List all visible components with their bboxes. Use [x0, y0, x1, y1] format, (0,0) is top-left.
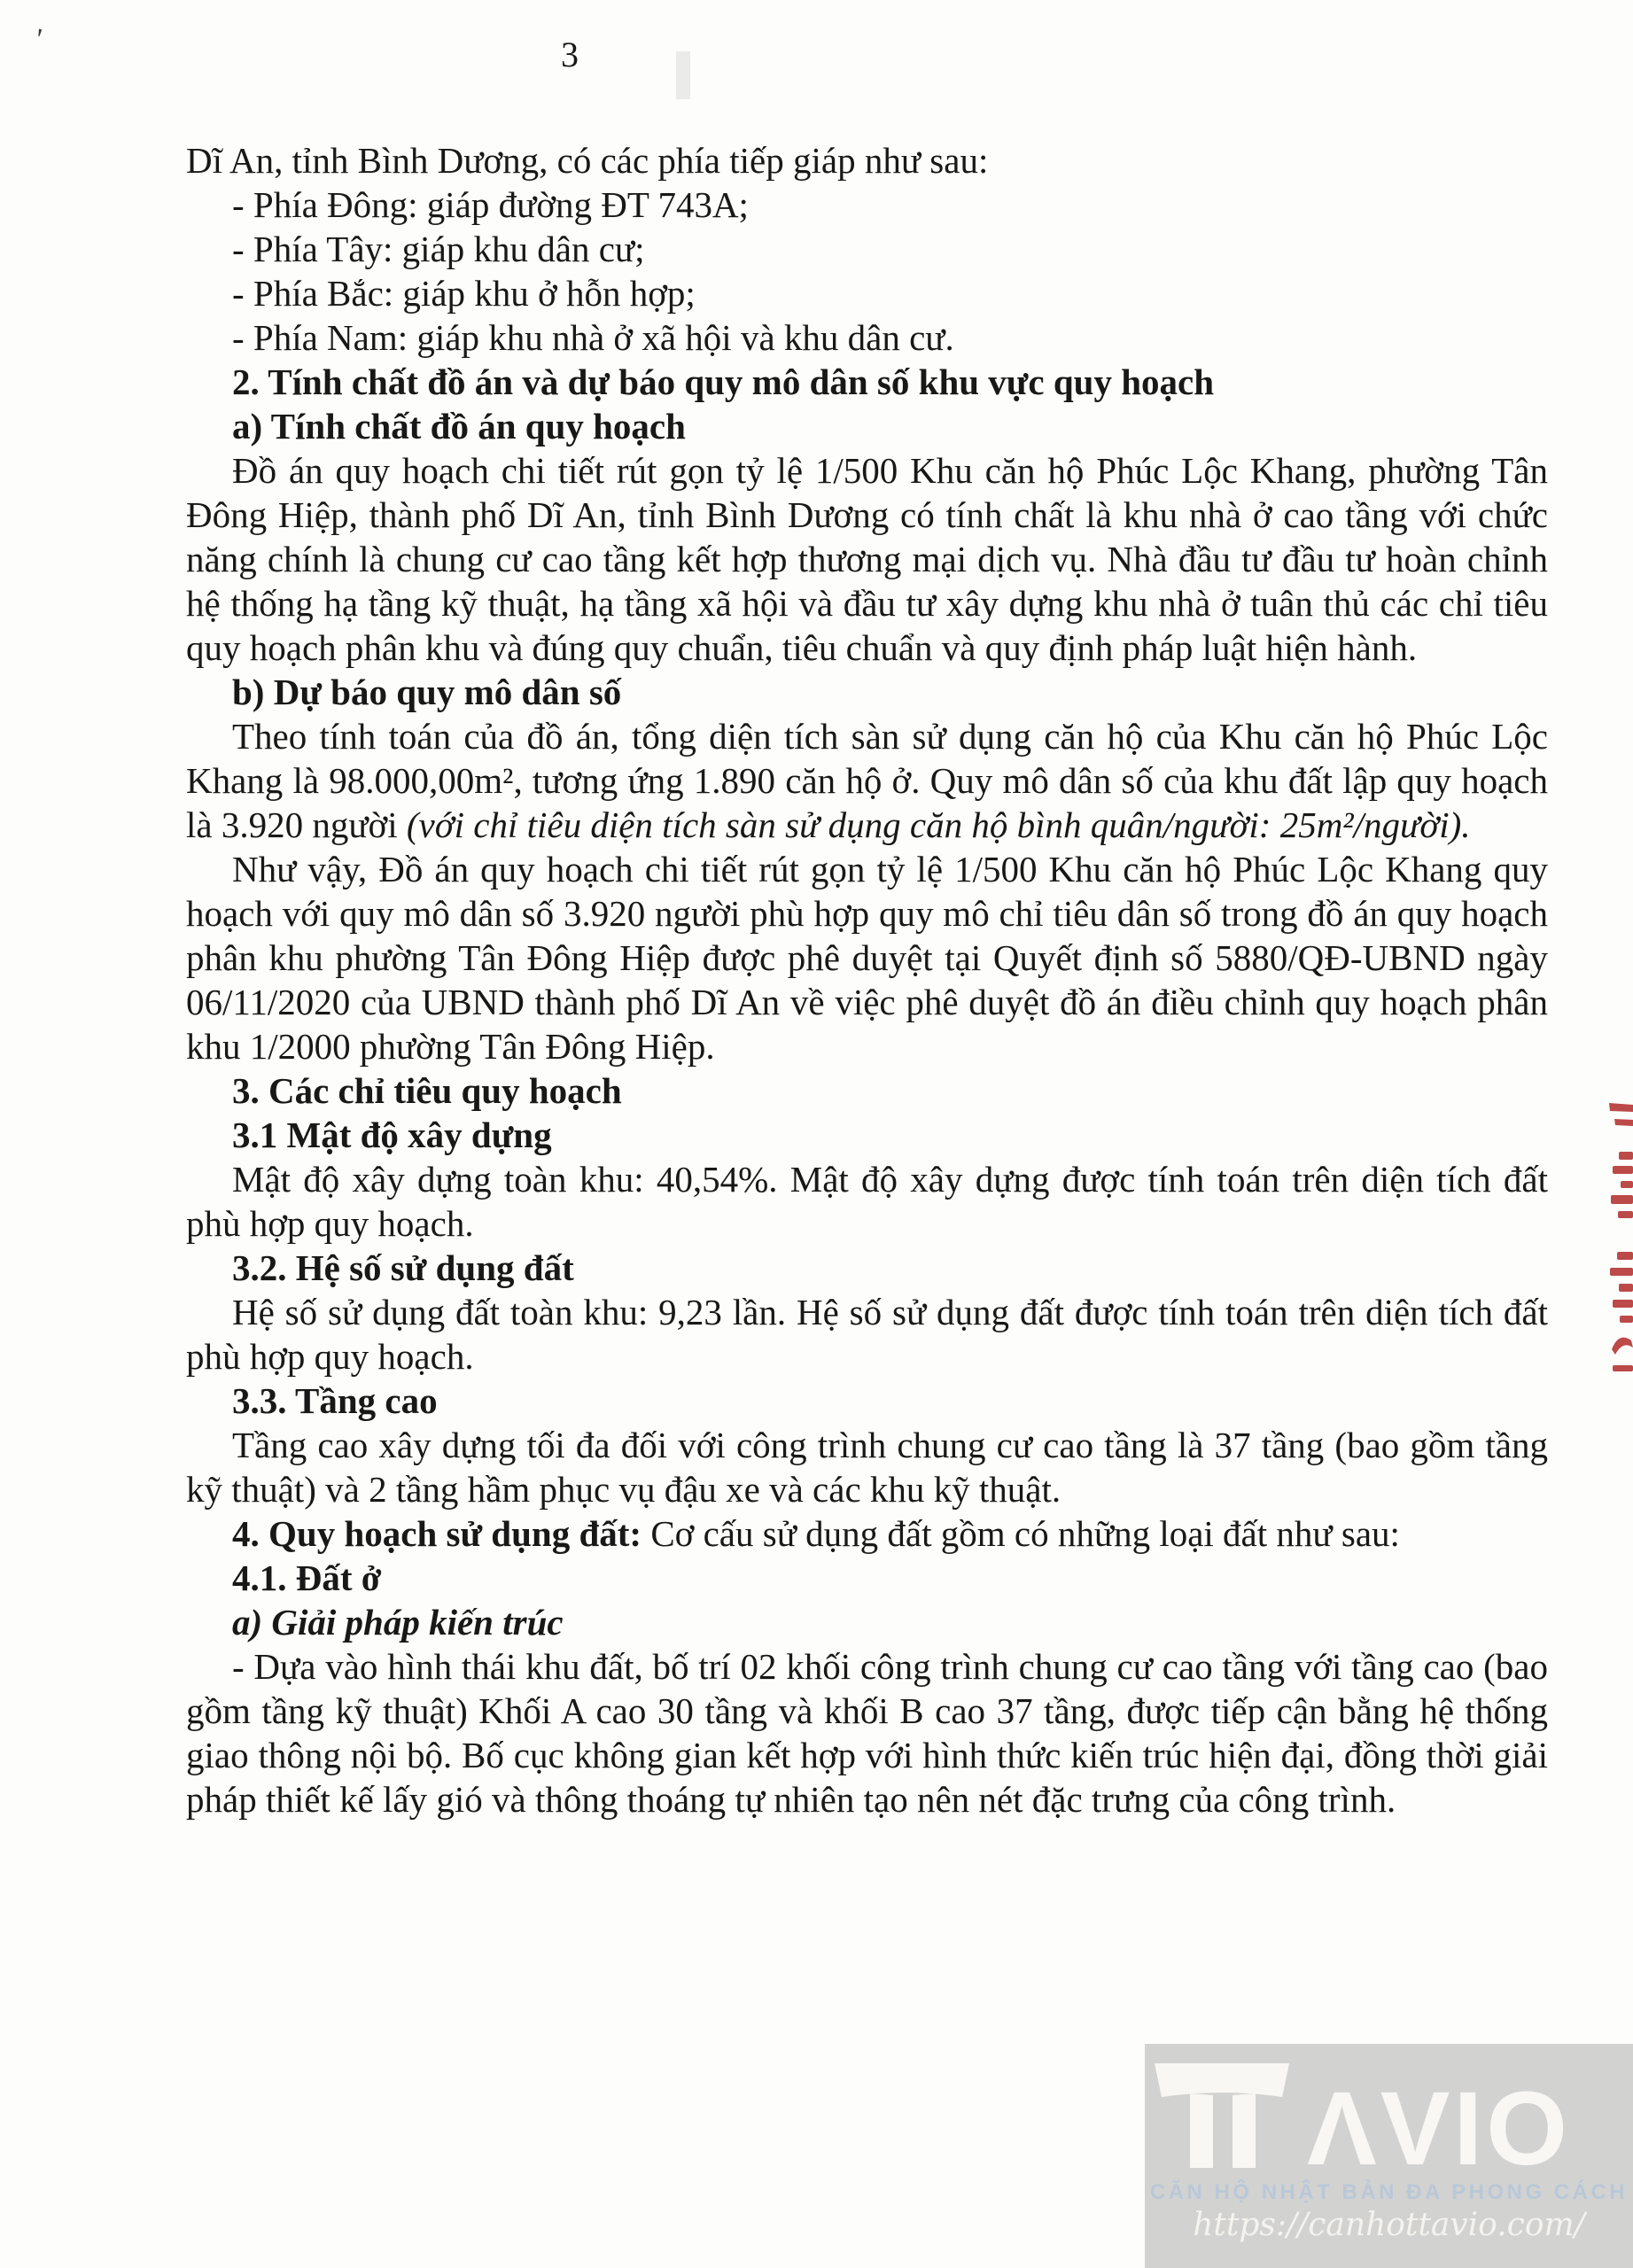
intro-line: Dĩ An, tỉnh Bình Dương, có các phía tiếp giáp như sau:	[186, 140, 989, 181]
section-2a-heading: a) Tính chất đồ án quy hoạch	[232, 406, 686, 447]
population-text-italic: (với chỉ tiêu diện tích sàn sử dụng căn hộ bình quân/người: 25m²/người).	[406, 804, 1471, 845]
boundary-item-east: - Phía Đông: giáp đường ĐT 743A;	[232, 184, 749, 225]
section-4-heading-bold: 4. Quy hoạch sử dụng đất:	[232, 1513, 642, 1554]
boundary-item-west: - Phía Tây: giáp khu dân cư;	[232, 229, 645, 269]
section-41a-heading: a) Giải pháp kiến trúc	[232, 1602, 564, 1643]
logo-letters: ΛVIO	[1306, 2070, 1571, 2168]
section-2b-paragraph-2: Như vậy, Đồ án quy hoạch chi tiết rút gọn tỷ lệ 1/500 Khu căn hộ Phúc Lộc Khang quy hoạch với quy mô dân số 3.920 người phù hợp quy mô chỉ tiêu dân số trong đồ án quy hoạch phân khu phường Tân Đông Hiệp được phê duyệt tại Quyết định số 5880/QĐ-UBND ngày 06/11/2020 của UBND thành phố Dĩ An về việc phê duyệt đồ án điều chỉnh quy hoạch phân khu 1/2000 phường Tân Đông Hiệp.	[186, 849, 1548, 1067]
document-text-body	[186, 138, 1548, 1821]
scan-artifact-mark: '	[32, 22, 45, 57]
section-31-paragraph: Mật độ xây dựng toàn khu: 40,54%. Mật độ xây dựng được tính toán trên diện tích đất phù hợp quy hoạch.	[186, 1159, 1548, 1244]
watermark-logo	[1155, 2060, 1624, 2168]
section-32-heading: 3.2. Hệ số sử dụng đất	[232, 1247, 574, 1288]
section-41a-paragraph: - Dựa vào hình thái khu đất, bố trí 02 khối công trình chung cư cao tầng với tầng cao (bao gồm tầng kỹ thuật) Khối A cao 30 tầng và khối B cao 37 tầng, được tiếp cận bằng hệ thống giao thông nội bộ. Bố cục không gian kết hợp với hình thức kiến trúc hiện đại, đồng thời giải pháp thiết kế lấy gió và thông thoáng tự nhiên tạo nên nét đặc trưng của công trình.	[186, 1646, 1548, 1820]
section-2a-paragraph: Đồ án quy hoạch chi tiết rút gọn tỷ lệ 1/500 Khu căn hộ Phúc Lộc Khang, phường Tân Đông Hiệp, thành phố Dĩ An, tỉnh Bình Dương có tính chất là khu nhà ở cao tầng với chức năng chính là chung cư cao tầng kết hợp thương mại dịch vụ. Nhà đầu tư đầu tư hoàn chỉnh hệ thống hạ tầng kỹ thuật, hạ tầng xã hội và đầu tư xây dựng khu nhà ở tuân thủ các chỉ tiêu quy hoạch phân khu và đúng quy chuẩn, tiêu chuẩn và quy định pháp luật hiện hành.	[186, 450, 1548, 668]
scan-smudge	[676, 51, 690, 99]
section-31-heading: 3.1 Mật độ xây dựng	[232, 1115, 552, 1155]
section-41-heading: 4.1. Đất ở	[232, 1557, 382, 1598]
section-32-paragraph: Hệ số sử dụng đất toàn khu: 9,23 lần. Hệ số sử dụng đất được tính toán trên diện tích đất phù hợp quy hoạch.	[186, 1292, 1548, 1377]
watermark-url: https://canhottavio.com/	[1193, 2207, 1585, 2243]
population-text-regular: Theo tính toán của đồ án, tổng diện tích sàn sử dụng căn hộ của Khu căn hộ Phúc Lộc Khang là 98.000,00m², tương ứng 1.890 căn hộ ở. Quy mô dân số của khu đất lập quy hoạch là 3.920 người	[186, 716, 1548, 845]
stamp-fragment-icon	[1606, 1103, 1633, 1386]
watermark-box	[1145, 2044, 1633, 2268]
boundary-item-south: - Phía Nam: giáp khu nhà ở xã hội và khu dân cư.	[232, 317, 954, 358]
page-number: 3	[561, 35, 579, 74]
section-2-heading: 2. Tính chất đồ án và dự báo quy mô dân số khu vực quy hoạch	[232, 361, 1215, 402]
section-33-paragraph: Tầng cao xây dựng tối đa đối với công trình chung cư cao tầng là 37 tầng (bao gồm tầng kỹ thuật) và 2 tầng hầm phục vụ đậu xe và các khu kỹ thuật.	[186, 1425, 1548, 1510]
section-4-heading-rest: Cơ cấu sử dụng đất gồm có những loại đất như sau:	[642, 1513, 1400, 1554]
section-2b-paragraph-1	[186, 714, 1548, 847]
watermark-subtitle: CĂN HỘ NHẬT BẢN ĐA PHONG CÁCH	[1149, 2180, 1629, 2204]
section-3-heading: 3. Các chỉ tiêu quy hoạch	[232, 1070, 622, 1111]
section-2b-heading: b) Dự báo quy mô dân số	[232, 672, 622, 712]
boundary-item-north: - Phía Bắc: giáp khu ở hỗn hợp;	[232, 273, 696, 314]
logo-tt-glyph	[1155, 2063, 1289, 2168]
section-4-heading-line	[186, 1511, 1548, 1556]
section-33-heading: 3.3. Tầng cao	[232, 1380, 438, 1421]
